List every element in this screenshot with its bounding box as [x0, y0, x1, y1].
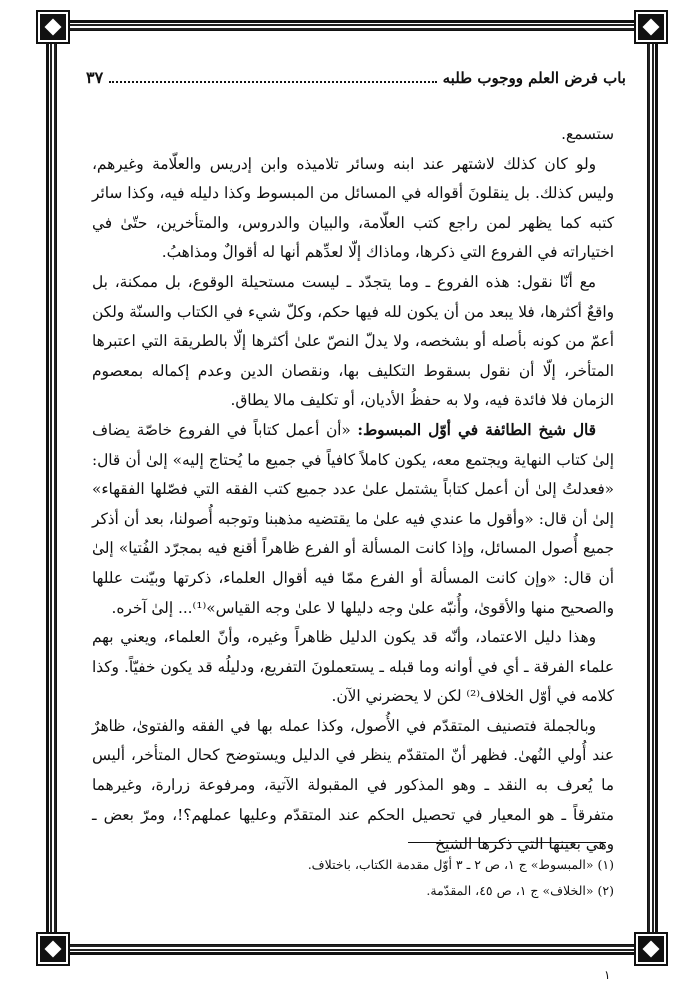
paragraph-4-lead: قال شيخ الطائفة في أوّل المبسوط:: [357, 420, 596, 439]
page-number: ٣٧: [86, 68, 104, 87]
footnote-2: (٢) «الخلاف» ج ١، ص ٤٥، المقدّمة.: [426, 883, 614, 898]
footnotes: [92, 852, 614, 904]
paragraph-5: وهذا دليل الاعتماد، وأنّه قد يكون الدليل ظاهراً وغيره، وأنّ العلماء، ويعني بهم علماء الفرقة ـ أي في أوانه وما قبله ـ يستعملونَ التفريع، ودليلُه قد يكون خفيّاً. وكذا كلامه في أوّل الخلاف⁽²⁾ لكن لا يحضرني الآن.: [92, 628, 614, 706]
footnote-separator: [408, 842, 606, 843]
running-header: [86, 68, 626, 96]
body-text: [92, 120, 614, 860]
header-leader-dots: [109, 71, 436, 83]
paragraph-3: مع أنّا نقول: هذه الفروع ـ وما يتجدّد ـ ليست مستحيلة الوقوع، بل ممكنة، بل واقعٌ أكثرها، فلا يبعد من أن يكون لله فيها حكم، وكلّ شيء في الكتاب والسنّة ولكن أعمّ من كونه بأصله أو بشخصه، ولا يدلّ النصّ علىٰ أكثرها إلّا بالطريقة التي اعتبرها المتأخر، إلّا أن نقول بسقوط التكليف بها، ونقصان الدين وعدم إكماله بمعصوم الزمان فلا فائدة فيه، ولا به حفظُ الأديان، أو تكليف مالا يطاق.: [92, 272, 614, 410]
paragraph-2: ولو كان كذلك لاشتهر عند ابنه وسائر تلاميذه وابن إدريس والعلّامة وغيرهم، وليس كذلك. بل ينقلونَ أقواله في المسائل من المبسوط وكذا دليله فيه، وكذا سائر كتبه كما يظهر لمن راجع كتب العلّامة، والبيان والدروس، والمتأخرين، حتّىٰ في اختياراته في الفروع التي ذكرها، وماذاك إلّا لعدِّهم أنها له أقوالٌ ومذاهبُ.: [92, 154, 614, 262]
footnote-1: (١) «المبسوط» ج ١، ص ٢ ـ ٣ أوّل مقدمة الكتاب، باختلاف.: [307, 857, 614, 872]
paragraph-4: [92, 416, 614, 623]
paragraph-1: ستسمع.: [561, 125, 614, 143]
corner-ornament-bottom-right: [636, 934, 666, 964]
paragraph-6: وبالجملة فتصنيف المتقدّم في الأُصول، وكذا عمله بها في الفقه والفتوىٰ، ظاهرٌ عند أُولي النُهىٰ. فظهر أنّ المتقدّم ينظر في الدليل ويستوضح كحال المتأخر، أليس ما يُعرف به النقد ـ وهو المذكور في المقبولة الآتية، ومرفوعة زرارة، وغيرهما متفرقاً ـ هو المعيار في تحصيل الحكم عند المتقدّم وعليها عملهم؟!، ومرّ بعض ـ وهي بعينها التي ذكرها الشيخ: [92, 716, 614, 854]
page-mark: ١: [604, 968, 611, 982]
corner-ornament-top-left: [38, 12, 68, 42]
corner-ornament-bottom-left: [38, 934, 68, 964]
corner-ornament-top-right: [636, 12, 666, 42]
paragraph-4-quote: «أن أعمل كتاباً في الفروع خاصّة يضاف إلىٰ كتاب النهاية ويجتمع معه، يكون كاملاً كافياً في جميع ما يُحتاج إليه» إلىٰ أن قال: «فعدلتُ إلىٰ أن أعمل كتاباً يشتمل علىٰ عدد جميع كتب الفقه التي فصّلها الفقهاء» إلىٰ أن قال: «وأقول ما عندي فيه علىٰ ما يقتضيه مذهبنا وتوجبه أُصولنا، بعد أن أذكر جميع أُصول المسائل، وإذا كانت المسألة أو الفرع ظاهراً أقنع فيه بمجرّد الفُتيا» إلىٰ أن قال: «وإن كانت المسألة أو الفرع ممّا فيه أقوال العلماء، ذكرتها وبيّنت عللها والصحيح منها والأقوىٰ، وأُنبّه علىٰ وجه دليلها لا علىٰ وجه القياس»⁽¹⁾... إلىٰ آخره.: [92, 420, 614, 617]
chapter-title: باب فرض العلم ووجوب طلبه: [442, 69, 626, 87]
